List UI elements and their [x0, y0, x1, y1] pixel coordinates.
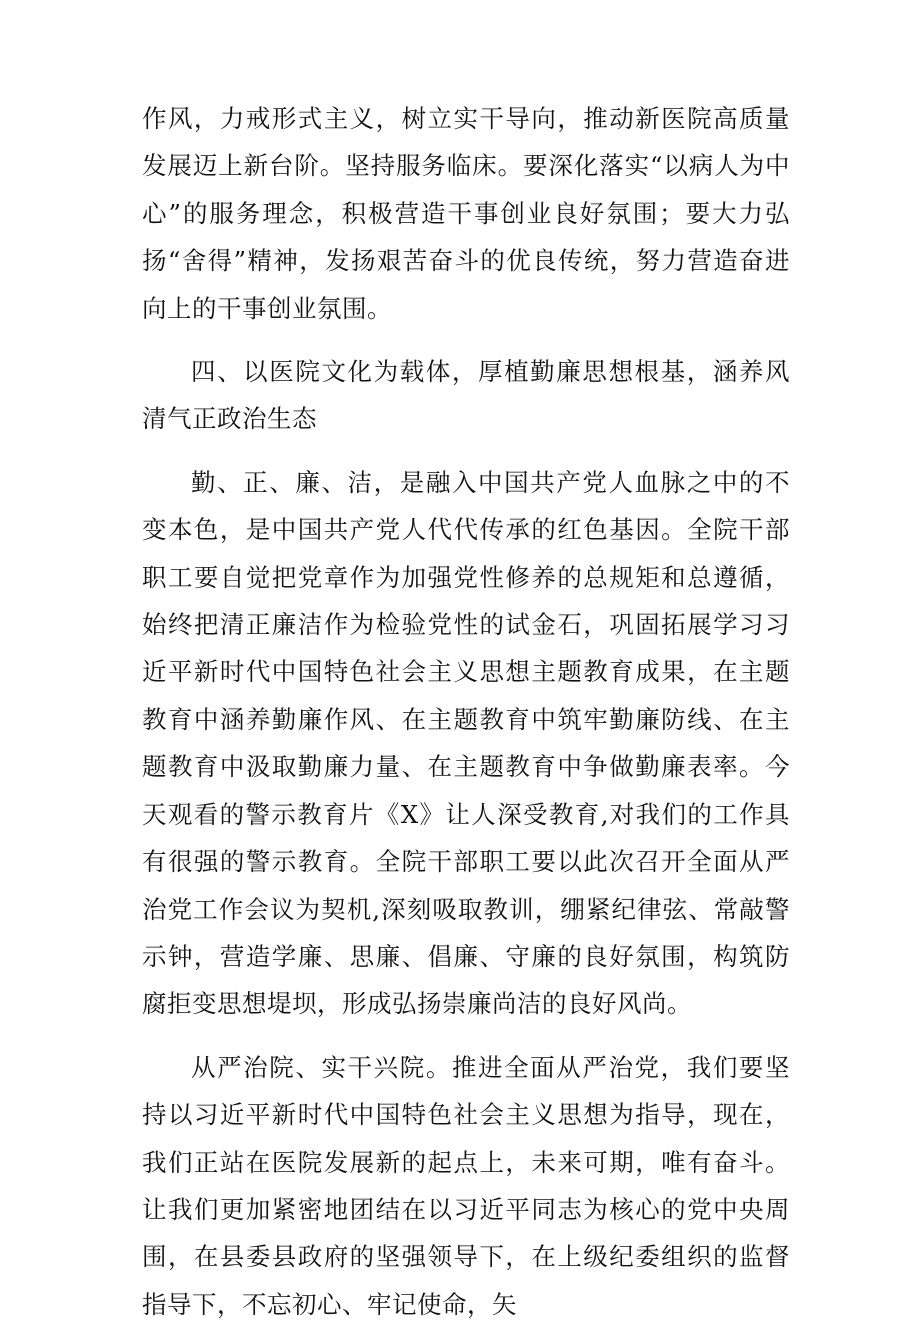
section-four-heading: 四、以医院文化为载体，厚植勤廉思想根基，涵养风清气正政治生态 — [142, 357, 790, 434]
paragraph-diligence-integrity: 勤、正、廉、洁，是融入中国共产党人血脉之中的不变本色，是中国共产党人代代传承的红色基因。全院干部职工要自觉把党章作为加强党性修养的总规矩和总遵循，始终把清正廉洁作为检验党性的试金石，巩固拓展学习习近平新时代中国特色社会主义思想主题教育成果，在主题教育中涵养勤廉作风、在主题教育中筑牢勤廉防线、在主题教育中汲取勤廉力量、在主题教育中争做勤廉表率。今天观看的警示教育片《X》让人深受教育,对我们的工作具有很强的警示教育。全院干部职工要以此次召开全面从严治党工作会议为契机,深刻吸取教训，绷紧纪律弦、常敲警示钟，营造学廉、思廉、倡廉、守廉的良好氛围，构筑防腐拒变思想堤坝，形成弘扬崇廉尚洁的良好风尚。 — [142, 467, 790, 1019]
paragraph-strict-governance: 从严治院、实干兴院。推进全面从严治党，我们要坚持以习近平新时代中国特色社会主义思想为指导，现在，我们正站在医院发展新的起点上，未来可期，唯有奋斗。让我们更加紧密地团结在以习近平同志为核心的党中央周围，在县委县政府的坚强领导下，在上级纪委组织的监督指导下，不忘初心、牢记使命，矢 — [142, 1052, 790, 1319]
paragraph-continuation: 作风，力戒形式主义，树立实干导向，推动新医院高质量发展迈上新台阶。坚持服务临床。要深化落实“以病人为中心”的服务理念，积极营造干事创业良好氛围；要大力弘扬“舍得”精神，发扬艰苦奋斗的优良传统，努力营造奋进向上的干事创业氛围。 — [142, 104, 790, 323]
